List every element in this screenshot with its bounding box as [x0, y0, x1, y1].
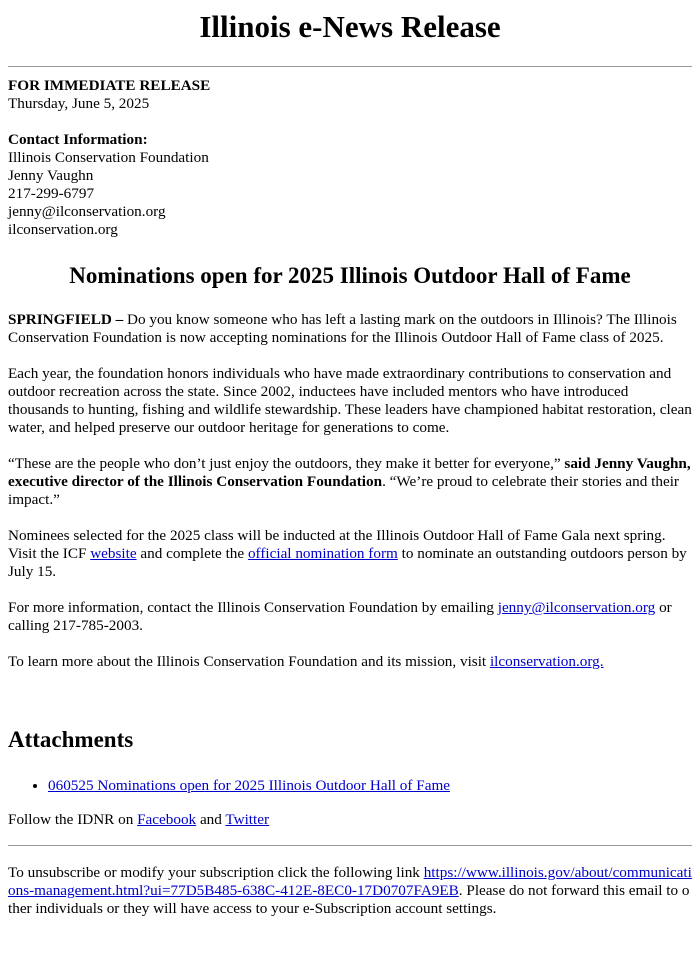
paragraph-mission	[8, 653, 692, 671]
attachment-link[interactable]: 060525 Nominations open for 2025 Illinois Outdoor Hall of Fame	[48, 777, 451, 794]
paragraph-honors: Each year, the foundation honors individuals who have made extraordinary contributions to conservation and outdoor recreation across the state. Since 2002, inductees have included mentors who have introduced thousands to hunting, fishing and wildlife stewardship. These leaders have championed habitat restoration, clean water, and helped preserve our outdoor heritage for generations to come.	[8, 365, 692, 436]
nominees-text-3: to nominate an outstanding outdoors person by July 15.	[8, 545, 687, 580]
follow-text-1: Follow the IDNR on	[8, 811, 138, 828]
nominees-text-1: Nominees selected for the 2025 class will be inducted at the Illinois Outdoor Hall of Fame Gala next spring. Visit the ICF	[8, 527, 666, 562]
header-divider	[8, 66, 692, 67]
contact-phone: 217-299-6797	[8, 185, 95, 202]
quote-part-1: “These are the people who don’t just enjoy the outdoors, they make it better for everyone,”	[8, 455, 561, 472]
mission-text: To learn more about the Illinois Conservation Foundation and its mission, visit	[8, 653, 490, 670]
unsubscribe-text-2: . Please do not forward this email to other individuals or they will have access to your e-Subscription account settings.	[8, 882, 690, 917]
nominees-text-2: and complete the	[136, 545, 248, 562]
attachments-list	[8, 777, 692, 795]
social-follow	[8, 811, 692, 829]
release-label: FOR IMMEDIATE RELEASE	[8, 77, 211, 94]
release-info	[8, 77, 692, 239]
intro-text: Do you know someone who has left a lasting mark on the outdoors in Illinois? The Illinois Conservation Foundation is now accepting nominations for the Illinois Outdoor Hall of Fame class of 2025.	[8, 311, 677, 346]
article-headline: Nominations open for 2025 Illinois Outdoor Hall of Fame	[69, 263, 631, 288]
list-item	[48, 777, 692, 795]
twitter-link[interactable]: Twitter	[225, 811, 270, 828]
attachments-heading: Attachments	[8, 727, 134, 752]
paragraph-intro	[8, 311, 692, 347]
contact-heading: Contact Information:	[8, 131, 148, 148]
website-link[interactable]: website	[90, 545, 137, 562]
more-info-text-1: For more information, contact the Illinois Conservation Foundation by emailing	[8, 599, 498, 616]
unsubscribe-notice	[8, 864, 692, 918]
nomination-form-link[interactable]: official nomination form	[247, 545, 398, 562]
quote-part-2: . “We’re proud to celebrate their stories and their impact.”	[8, 473, 679, 508]
paragraph-more-info	[8, 599, 692, 635]
contact-name: Jenny Vaughn	[8, 167, 94, 184]
paragraph-nominees	[8, 527, 692, 581]
unsubscribe-text-1: To unsubscribe or modify your subscription click the following link	[8, 864, 424, 881]
quote-attribution: said Jenny Vaughn, executive director of the Illinois Conservation Foundation	[8, 455, 691, 490]
subscription-management-link[interactable]: https://www.illinois.gov/about/communications-management.html?ui=77D5B485-638C-412E-8EC0-17D0707FA9EB	[8, 864, 692, 899]
contact-email: jenny@ilconservation.org	[8, 203, 166, 220]
ilconservation-link[interactable]: ilconservation.org.	[489, 653, 604, 670]
footer-divider	[8, 845, 692, 846]
page-title: Illinois e-News Release	[199, 9, 501, 44]
follow-text-2: and	[196, 811, 226, 828]
email-link[interactable]: jenny@ilconservation.org	[497, 599, 656, 616]
release-date: Thursday, June 5, 2025	[8, 95, 150, 112]
contact-site: ilconservation.org	[8, 221, 118, 238]
dateline: SPRINGFIELD –	[8, 311, 124, 328]
contact-org: Illinois Conservation Foundation	[8, 149, 209, 166]
facebook-link[interactable]: Facebook	[137, 811, 197, 828]
more-info-text-2: or calling 217-785-2003.	[8, 599, 672, 634]
paragraph-quote	[8, 455, 692, 509]
